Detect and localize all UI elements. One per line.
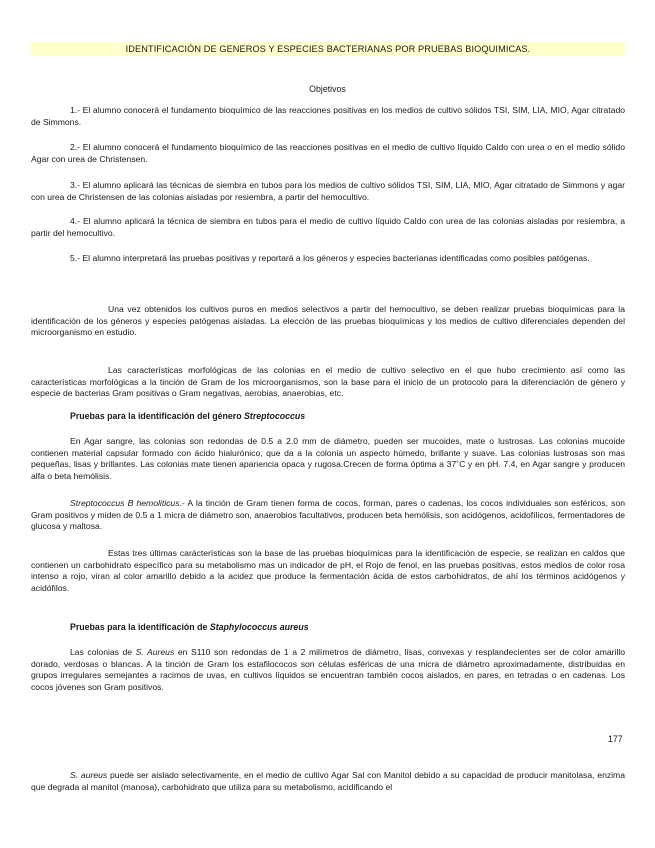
paragraph-text: Las colonias de [70, 647, 136, 657]
paragraph-text: puede ser aislado selectivamente, en el medio de cultivo Agar Sal con Manitol debido a su capacidad de producir manitolasa, enzima que degrada al manitol (manosa), carbohidrato que utiliza para su metabolismo, acidificando el [31, 770, 625, 792]
heading-species: Staphylococcus aureus [209, 622, 309, 632]
paragraph-text: en S110 son redondas de 1 a 2 milímetros de diámetro, lisas, convexas y resplandecientes ser de color amarillo dorado, verdosas o blancas. A la tinción de Gram los estafilococos son células esféricas de una micra de diámetro aproximadamente, distribuidas en grupos irregulares semejantes a racimos de uvas, en cultivos líquidos se encuentran también cocos aislados, en pares, en tetradas o en cadenas. Los cocos jóvenes son Gram positivos. [31, 647, 626, 692]
objetivo-5: 5.- El alumno interpretará las pruebas positivas y reportará a los géneros y especies bacterianas identificadas como posibles patógenas. [70, 253, 590, 263]
section-heading-streptococcus [70, 411, 305, 421]
objetivo-4: 4.- El alumno aplicará la técnica de siembra en tubos para el medio de cultivo líquido Caldo con urea de las colonias aisladas por resiembra, a partir del hemocultivo. [31, 216, 625, 238]
streptococcus-paragraph-1: En Agar sangre, las colonias son redondas de 0.5 a 2.0 mm de diámetro, pueden ser mucoides, mate o lustrosas. Las colonias mucoide contienen material capsular formado con ácido hialurónico, que da a la colonia un aspecto húmedo, brillante y suave. Las colonias lustrosas son mas pequeñas, lisas y brillantes. Las colonias mate tienen apariencia opaca y rugosa.Crecen de forma óptima a 37˚C y en pH. 7.4, en Agar sangre y producen alfa o beta hemólisis. [31, 436, 625, 481]
intro-paragraph-1: Una vez obtenidos los cultivos puros en medios selectivos a partir del hemocultivo, se deben realizar pruebas bioquímicas para la identificación de los géneros y especies patógenas aisladas. La elección de las pruebas bioquímicas y los medios de cultivo diferenciales dependen del microorganismo en estudio. [31, 304, 625, 338]
streptococcus-paragraph-2 [31, 498, 625, 533]
objetivos-heading: Objetivos [309, 84, 346, 94]
heading-prefix: Pruebas para la identificación del género [70, 411, 245, 421]
section-heading-staphylococcus [70, 622, 309, 632]
objetivo-1: 1.- El alumno conocerá el fundamento bioquímico de las reacciones positivas en los medios de cultivo sólidos TSI, SIM, LIA, MIO, Agar citratado de Simmons. [31, 105, 625, 127]
species-name: S. aureus [70, 770, 108, 780]
paragraph-text: .- A la tinción de Gram tienen forma de cocos, forman, pares o cadenas, los cocos individuales son esféricos, son Gram positivos y miden de 0.5 a 1 micra de diámetro son, anaerobios facultativos, producen beta hemólisis, son acidógenos, acidofílicos, fermentadores de glucosa y maltosa. [31, 498, 625, 532]
objetivo-3: 3.- El alumno aplicará las técnicas de siembra en tubos para los medios de cultivo sólidos TSI, SIM, LIA, MIO, Agar citratado de Simmons y agar con urea de Christensen de las colonias aisladas por resiembra, a partir del hemocultivo. [31, 180, 625, 202]
page-number: 177 [608, 734, 623, 744]
staphylococcus-paragraph-1 [31, 647, 625, 693]
document-title: IDENTIFICACIÓN DE GENEROS Y ESPECIES BACTERIANAS POR PRUEBAS BIOQUIMICAS. [31, 42, 625, 56]
streptococcus-paragraph-3: Estas tres últimas carácterísticas son la base de las pruebas bioquímicas para la identificación de especie, se realizan en caldos que contienen un carbohidrato específico para su metabolismo mas un indicador de pH, el Rojo de fenol, en las pruebas positivas, estos medios de color rosa intenso a rojo, viran al color amarillo debido a la acidez que produce la fermentación ácida de estos carbohidratos, de ahí los términos acidógenos y acidófilos. [31, 548, 625, 593]
intro-paragraph-2: Las características morfológicas de las colonias en el medio de cultivo selectivo en el que hubo crecimiento así como las características morfológicas a la tinción de Gram de los microorganismos, son la base para el inicio de un protocolo para la diferenciación de género y especie de bacterias Gram positivas o Gram negativas, aerobias, anaerobias, etc. [31, 365, 625, 399]
objetivo-2: 2.- El alumno conocerá el fundamento bioquímico de las reacciones positivas en el medio de cultivo líquido Caldo con urea o en el medio sólido Agar con urea de Christensen. [31, 142, 625, 164]
heading-genus: Streptococcus [244, 411, 306, 421]
species-name: S. Aureus [135, 647, 175, 657]
species-name: Streptococcus B hemoliticus [70, 498, 180, 508]
heading-prefix: Pruebas para la identificación de [70, 622, 210, 632]
footer-paragraph [31, 770, 625, 793]
